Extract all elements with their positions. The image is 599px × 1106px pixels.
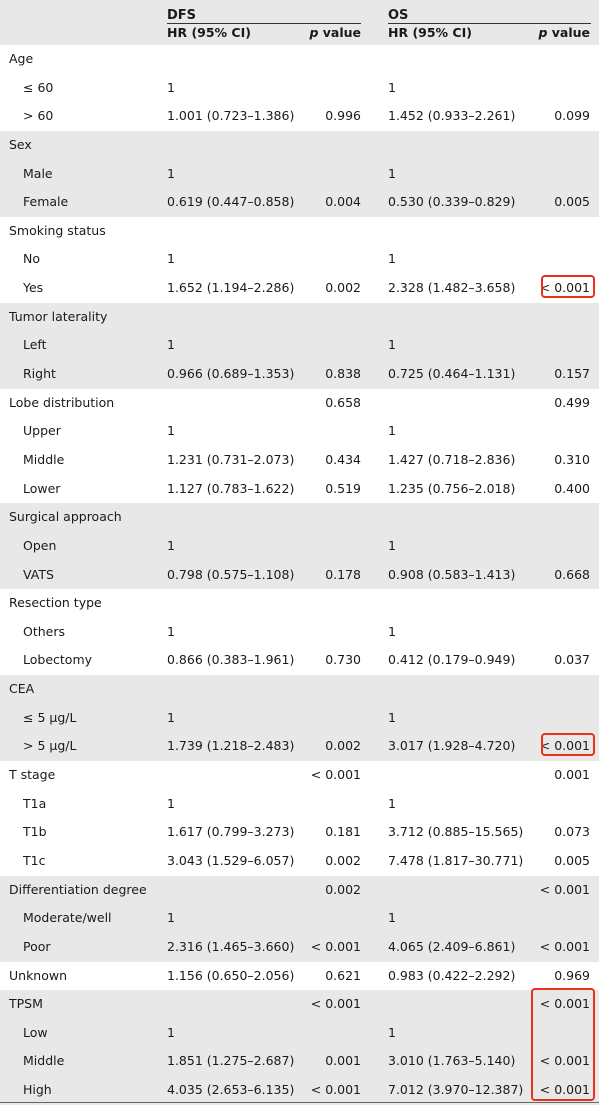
dfs-hr-header: HR (95% CI) (167, 25, 251, 40)
dfs-hr-cell: 4.035 (2.653–6.135) (167, 1082, 295, 1098)
row-label: T1a (23, 795, 47, 811)
os-hr-cell: 1.235 (0.756–2.018) (388, 480, 516, 496)
os-hr-cell: 1 (388, 165, 396, 181)
row-label: T1b (23, 824, 47, 840)
dfs-group-label: DFS (167, 8, 197, 23)
table-row (0, 274, 599, 303)
dfs-hr-cell: 0.619 (0.447–0.858) (167, 194, 295, 210)
row-label: T1c (23, 852, 46, 868)
dfs-hr-cell: 1 (167, 79, 175, 95)
row-label: ≤ 5 μg/L (23, 709, 77, 725)
p-suffix: value (547, 25, 590, 40)
dfs-hr-cell: 1 (167, 623, 175, 639)
table-row (0, 818, 599, 847)
table-row (0, 188, 599, 217)
dfs-group-rule (167, 23, 361, 24)
row-label: Upper (23, 423, 61, 439)
os-hr-cell: 0.908 (0.583–1.413) (388, 566, 516, 582)
dfs-p-cell: 0.621 (325, 967, 361, 983)
dfs-hr-cell: 1 (167, 910, 175, 926)
dfs-hr-cell: 1 (167, 1024, 175, 1040)
dfs-hr-cell: 1 (167, 795, 175, 811)
dfs-p-cell: 0.838 (325, 366, 361, 382)
table-row (0, 704, 599, 733)
table-row (0, 131, 599, 160)
p-italic: p (309, 25, 319, 40)
dfs-hr-cell: 1 (167, 423, 175, 439)
dfs-hr-cell: 2.316 (1.465–3.660) (167, 938, 295, 954)
row-label: Left (23, 337, 47, 353)
table-row (0, 245, 599, 274)
table-row (0, 761, 599, 790)
row-label: Middle (23, 1053, 65, 1069)
highlight-box-cea (541, 733, 595, 756)
os-p-cell: 0.005 (554, 852, 590, 868)
dfs-p-cell: 0.730 (325, 652, 361, 668)
dfs-p-cell: 0.519 (325, 480, 361, 496)
os-hr-cell: 1 (388, 537, 396, 553)
os-hr-cell: 0.530 (0.339–0.829) (388, 194, 516, 210)
dfs-hr-cell: 1 (167, 165, 175, 181)
row-label: High (23, 1082, 52, 1098)
os-p-cell: 0.969 (554, 967, 590, 983)
table-row (0, 532, 599, 561)
os-p-cell: < 0.001 (539, 1053, 590, 1069)
os-hr-cell: 1 (388, 79, 396, 95)
row-label: Female (23, 194, 69, 210)
table-bottom-rule (0, 1102, 599, 1103)
dfs-hr-cell: 1 (167, 537, 175, 553)
dfs-p-cell: 0.658 (325, 394, 361, 410)
row-label: Others (23, 623, 66, 639)
p-suffix: value (318, 25, 361, 40)
os-hr-cell: 1 (388, 423, 396, 439)
os-p-cell: 0.073 (554, 824, 590, 840)
row-label: No (23, 251, 40, 267)
dfs-hr-cell: 1 (167, 337, 175, 353)
row-label: Unknown (9, 967, 68, 983)
table-row (0, 1019, 599, 1048)
os-p-cell: 0.400 (554, 480, 590, 496)
row-label: Poor (23, 938, 51, 954)
table-row (0, 561, 599, 590)
table-row (0, 1076, 599, 1105)
os-p-cell: 0.037 (554, 652, 590, 668)
dfs-p-cell: 0.002 (325, 738, 361, 754)
os-p-cell: < 0.001 (539, 938, 590, 954)
dfs-hr-cell: 1.617 (0.799–3.273) (167, 824, 295, 840)
row-label: Male (23, 165, 53, 181)
os-hr-cell: 1 (388, 795, 396, 811)
os-hr-cell: 1 (388, 709, 396, 725)
dfs-hr-cell: 1.851 (1.275–2.687) (167, 1053, 295, 1069)
os-hr-cell: 7.012 (3.970–12.387) (388, 1082, 524, 1098)
table-row (0, 904, 599, 933)
dfs-p-cell: 0.002 (325, 280, 361, 296)
table-row (0, 618, 599, 647)
table-row (0, 876, 599, 905)
os-hr-header: HR (95% CI) (388, 25, 472, 40)
row-label: Lobe distribution (9, 394, 115, 410)
row-label: VATS (23, 566, 54, 582)
dfs-hr-cell: 1.231 (0.731–2.073) (167, 451, 295, 467)
row-label: Open (23, 537, 57, 553)
table-header (0, 0, 599, 45)
dfs-p-cell: 0.002 (325, 852, 361, 868)
row-label: Right (23, 366, 56, 382)
os-hr-cell: 3.017 (1.928–4.720) (388, 738, 516, 754)
os-hr-cell: 0.725 (0.464–1.131) (388, 366, 516, 382)
table-row (0, 446, 599, 475)
row-label: Lower (23, 480, 61, 496)
os-hr-cell: 1 (388, 1024, 396, 1040)
table-row (0, 1047, 599, 1076)
table-row (0, 417, 599, 446)
row-label: T stage (9, 767, 56, 783)
table-row (0, 589, 599, 618)
os-hr-cell: 0.983 (0.422–2.292) (388, 967, 516, 983)
os-p-cell: < 0.001 (539, 1082, 590, 1098)
dfs-p-header (309, 25, 361, 40)
row-label: Resection type (9, 595, 102, 611)
os-hr-cell: 1.427 (0.718–2.836) (388, 451, 516, 467)
os-p-cell: 0.157 (554, 366, 590, 382)
os-p-cell: 0.005 (554, 194, 590, 210)
table-row (0, 45, 599, 74)
row-label: > 60 (23, 108, 54, 124)
dfs-p-cell: 0.002 (325, 881, 361, 897)
table-row (0, 503, 599, 532)
row-label: ≤ 60 (23, 79, 54, 95)
os-p-cell: 0.310 (554, 451, 590, 467)
os-hr-cell: 1 (388, 910, 396, 926)
table-row (0, 933, 599, 962)
row-label: Age (9, 51, 34, 66)
dfs-hr-cell: 1.127 (0.783–1.622) (167, 480, 295, 496)
row-label: TPSM (9, 996, 43, 1012)
dfs-hr-cell: 0.866 (0.383–1.961) (167, 652, 295, 668)
table-row (0, 646, 599, 675)
row-label: Surgical approach (9, 509, 122, 525)
os-hr-cell: 1 (388, 623, 396, 639)
table-row (0, 102, 599, 131)
row-label: Lobectomy (23, 652, 93, 668)
table-row (0, 732, 599, 761)
dfs-p-cell: 0.001 (325, 1053, 361, 1069)
os-group-rule (388, 23, 591, 24)
dfs-hr-cell: 0.798 (0.575–1.108) (167, 566, 295, 582)
table-row (0, 303, 599, 332)
os-hr-cell: 7.478 (1.817–30.771) (388, 852, 524, 868)
row-label: Moderate/well (23, 910, 112, 926)
dfs-p-cell: < 0.001 (310, 938, 361, 954)
table-row (0, 475, 599, 504)
os-p-cell: 0.668 (554, 566, 590, 582)
os-group-label: OS (388, 8, 409, 23)
os-p-cell: < 0.001 (539, 738, 590, 754)
dfs-p-cell: 0.181 (325, 824, 361, 840)
row-label: Tumor laterality (9, 308, 108, 324)
dfs-hr-cell: 1.739 (1.218–2.483) (167, 738, 295, 754)
os-hr-cell: 0.412 (0.179–0.949) (388, 652, 516, 668)
os-hr-cell: 4.065 (2.409–6.861) (388, 938, 516, 954)
os-hr-cell: 2.328 (1.482–3.658) (388, 280, 516, 296)
table-row (0, 217, 599, 246)
row-label: Middle (23, 451, 65, 467)
dfs-hr-cell: 3.043 (1.529–6.057) (167, 852, 295, 868)
dfs-p-cell: < 0.001 (310, 996, 361, 1012)
row-label: CEA (9, 681, 35, 697)
row-label: > 5 μg/L (23, 738, 77, 754)
dfs-p-cell: 0.004 (325, 194, 361, 210)
row-label: Sex (9, 136, 32, 152)
row-label: Yes (23, 280, 44, 296)
os-hr-cell: 1 (388, 337, 396, 353)
os-p-cell: < 0.001 (539, 881, 590, 897)
highlight-box-tpsm (531, 988, 595, 1101)
os-p-cell: 0.499 (554, 394, 590, 410)
dfs-hr-cell: 1.652 (1.194–2.286) (167, 280, 295, 296)
dfs-hr-cell: 1 (167, 251, 175, 267)
table-row (0, 389, 599, 418)
os-p-cell: < 0.001 (539, 996, 590, 1012)
os-hr-cell: 1.452 (0.933–2.261) (388, 108, 516, 124)
p-italic: p (538, 25, 548, 40)
dfs-hr-cell: 1.156 (0.650–2.056) (167, 967, 295, 983)
table-row (0, 847, 599, 876)
os-p-header (538, 25, 590, 40)
os-p-cell: < 0.001 (539, 280, 590, 296)
table-row (0, 360, 599, 389)
table-body (0, 45, 599, 1105)
table-row (0, 990, 599, 1019)
table-row (0, 675, 599, 704)
dfs-p-cell: 0.996 (325, 108, 361, 124)
row-label: Low (23, 1024, 48, 1040)
os-hr-cell: 1 (388, 251, 396, 267)
table-row (0, 331, 599, 360)
highlight-box-smoking (541, 275, 595, 298)
os-hr-cell: 3.712 (0.885–15.565) (388, 824, 524, 840)
row-label: Smoking status (9, 222, 106, 238)
dfs-p-cell: < 0.001 (310, 767, 361, 783)
dfs-p-cell: < 0.001 (310, 1082, 361, 1098)
dfs-p-cell: 0.178 (325, 566, 361, 582)
table-row (0, 160, 599, 189)
dfs-p-cell: 0.434 (325, 451, 361, 467)
table-row (0, 790, 599, 819)
table-row (0, 74, 599, 103)
os-p-cell: 0.001 (554, 767, 590, 783)
dfs-hr-cell: 1 (167, 709, 175, 725)
os-hr-cell: 3.010 (1.763–5.140) (388, 1053, 516, 1069)
os-p-cell: 0.099 (554, 108, 590, 124)
dfs-hr-cell: 0.966 (0.689–1.353) (167, 366, 295, 382)
dfs-hr-cell: 1.001 (0.723–1.386) (167, 108, 295, 124)
table-row (0, 962, 599, 991)
row-label: Differentiation degree (9, 881, 147, 897)
